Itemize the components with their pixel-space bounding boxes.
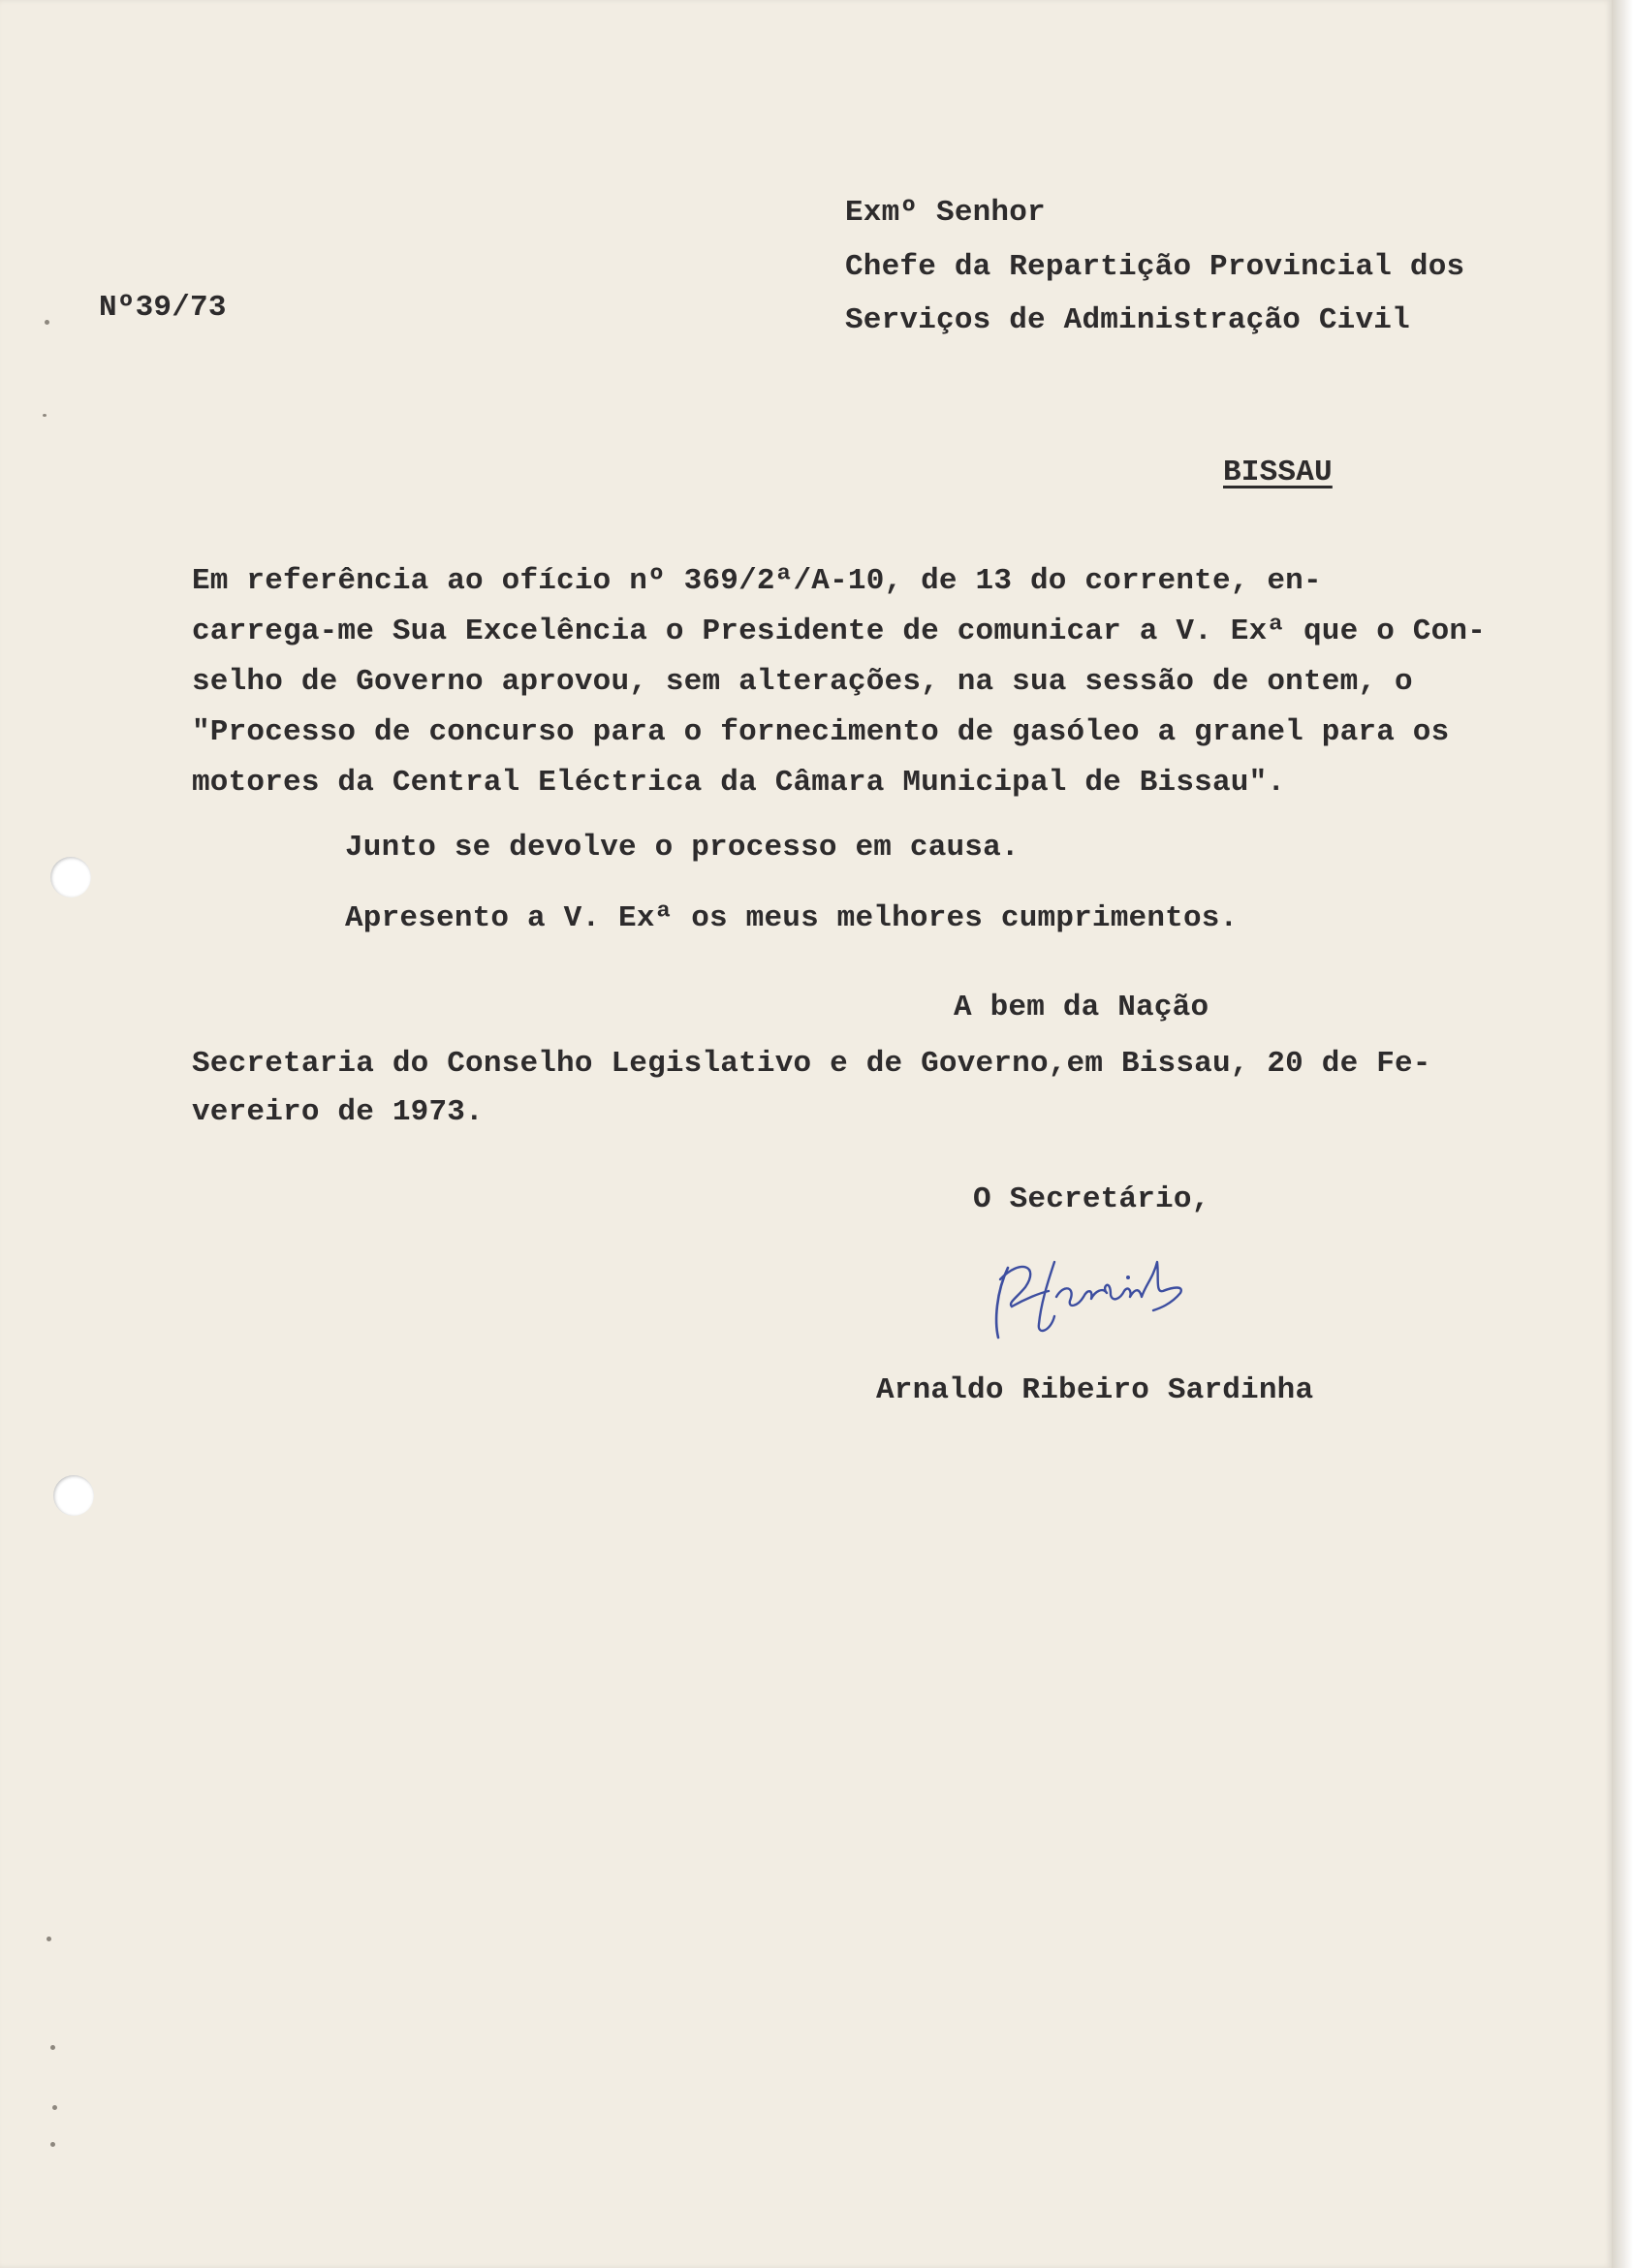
scan-edge	[1612, 0, 1633, 2268]
body-paragraph-1: Em referência ao ofício nº 369/2ª/A-10, de 13 do corrente, en- carrega-me Sua Excelência o Presidente de comunicar a V. Exª que o Con- selho de Governo aprovou, sem alterações, na sua sessão de ontem, o "Processo de concurso para o fornecimento de gasóleo a granel para os motores da Central Eléctrica da Câmara Municipal de Bissau".	[192, 564, 1487, 800]
place-and-date: Secretaria do Conselho Legislativo e de Governo,em Bissau, 20 de Fe- vereiro de 1973.	[192, 1047, 1431, 1129]
addressee-line-1: Chefe da Repartição Provincial dos	[845, 250, 1465, 284]
paper-speck	[45, 320, 49, 325]
punch-hole	[50, 857, 91, 898]
paper-speck	[43, 414, 47, 417]
paper-speck	[47, 1937, 51, 1941]
reference-number: Nº39/73	[99, 291, 227, 325]
punch-hole	[53, 1475, 94, 1516]
signatory-title: O Secretário,	[973, 1182, 1210, 1216]
paper-speck	[50, 2142, 55, 2147]
handwritten-signature	[987, 1248, 1200, 1345]
paper-speck	[52, 2105, 57, 2110]
body-paragraph-2: Junto se devolve o processo em causa.	[345, 831, 1020, 865]
closing-formula: A bem da Nação	[954, 991, 1209, 1024]
signatory-name: Arnaldo Ribeiro Sardinha	[876, 1373, 1314, 1407]
city-heading: BISSAU	[1223, 456, 1333, 489]
addressee-salutation: Exmº Senhor	[845, 196, 1046, 230]
addressee-line-2: Serviços de Administração Civil	[845, 303, 1410, 337]
body-paragraph-3: Apresento a V. Exª os meus melhores cumprimentos.	[345, 901, 1239, 935]
paper-speck	[50, 2045, 55, 2050]
